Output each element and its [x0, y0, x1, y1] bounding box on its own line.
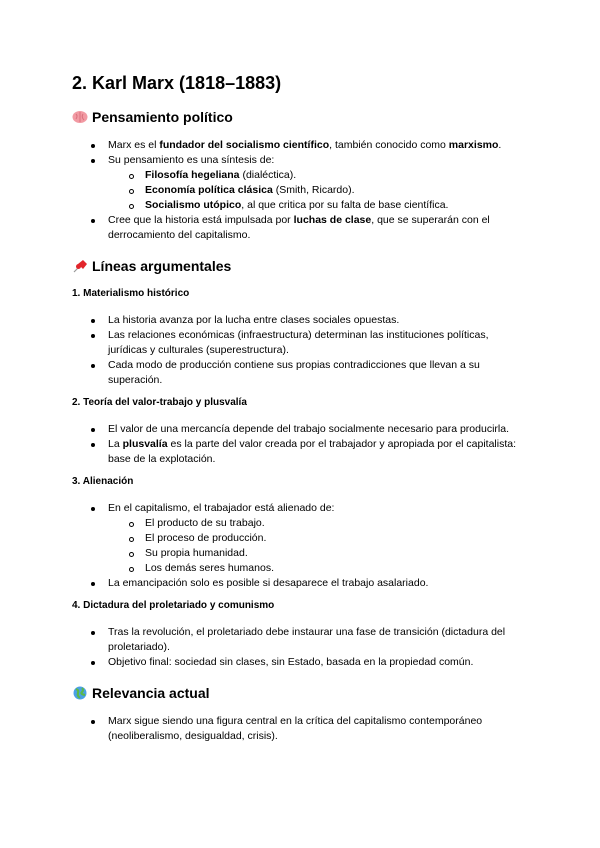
text: La historia avanza por la lucha entre clases sociales opuestas. [108, 314, 400, 326]
list-item [72, 531, 528, 546]
text: . [498, 139, 502, 151]
list-item [72, 561, 528, 576]
list-item [72, 198, 528, 213]
list-item [72, 153, 528, 168]
text: El producto de su trabajo. [145, 517, 265, 529]
text: Las relaciones económicas (infraestructura) determinan las instituciones políticas, jurídicas y culturales (superestructura). [108, 329, 489, 356]
text: El valor de una mercancía depende del trabajo socialmente necesario para producirla. [108, 423, 509, 435]
bullet-list [72, 625, 528, 670]
list-item [72, 516, 528, 531]
list-item [72, 168, 528, 183]
text: , que se superarán con el derrocamiento del capitalismo. [108, 214, 490, 241]
bold-text: plusvalía [122, 438, 168, 450]
list-item [72, 625, 528, 655]
text: (Smith, Ricardo). [272, 184, 355, 196]
bold-text: marxismo [448, 139, 499, 151]
bullet-list [72, 138, 528, 243]
text: , también conocido como [329, 139, 449, 151]
subheading: 2. Teoría del valor-trabajo y plusvalía [72, 397, 247, 408]
list-item [72, 422, 528, 437]
subheading: 3. Alienación [72, 476, 134, 487]
text: Cada modo de producción contiene sus propias contradicciones que llevan a su superación. [108, 359, 480, 386]
text: Objetivo final: sociedad sin clases, sin Estado, basada en la propiedad común. [108, 656, 474, 668]
bold-text: fundador del socialismo científico [159, 139, 330, 151]
bold-text: Economía política clásica [145, 184, 273, 196]
list-item [72, 328, 528, 358]
section-heading-text: Relevancia actual [92, 685, 210, 701]
brain-icon [72, 110, 88, 124]
list-item [72, 213, 528, 243]
pushpin-icon [72, 259, 88, 273]
text: El proceso de producción. [145, 532, 267, 544]
text: (dialéctica). [239, 169, 297, 181]
list-item [72, 546, 528, 561]
text: Los demás seres humanos. [145, 562, 274, 574]
list-item [72, 358, 528, 388]
bullet-list [72, 422, 528, 467]
subheading: 4. Dictadura del proletariado y comunismo [72, 600, 275, 611]
bullet-list [72, 501, 528, 591]
document-title: 2. Karl Marx (1818–1883) [72, 73, 282, 93]
text: Marx sigue siendo una figura central en la crítica del capitalismo contemporáneo (neoliberalismo, desigualdad, crisis). [108, 715, 483, 742]
list-item [72, 437, 528, 467]
list-item [72, 576, 528, 591]
section-heading-text: Líneas argumentales [92, 258, 232, 274]
list-item [72, 183, 528, 198]
list-item [72, 655, 528, 670]
bold-text: Socialismo utópico [145, 199, 242, 211]
text: Marx es el [108, 139, 160, 151]
bullet-list [72, 714, 528, 744]
section-heading-text: Pensamiento político [92, 109, 233, 125]
globe-icon [72, 686, 88, 700]
section-heading [72, 108, 528, 126]
list-item [72, 714, 528, 744]
text: Tras la revolución, el proletariado debe instaurar una fase de transición (dictadura del proletariado). [108, 626, 506, 653]
text: Su propia humanidad. [145, 547, 248, 559]
list-item [72, 501, 528, 516]
list-item [72, 138, 528, 153]
text: es la parte del valor creada por el trabajador y apropiada por el capitalista: base de la explotación. [108, 438, 517, 465]
section-heading [72, 257, 528, 275]
document-body [72, 108, 528, 744]
text: La [108, 438, 123, 450]
text: En el capitalismo, el trabajador está alienado de: [108, 502, 335, 514]
list-item [72, 313, 528, 328]
bullet-list [72, 313, 528, 388]
bold-text: Filosofía hegeliana [145, 169, 240, 181]
section-heading [72, 684, 528, 702]
text: Cree que la historia está impulsada por [108, 214, 294, 226]
bold-text: luchas de clase [293, 214, 372, 226]
subheading: 1. Materialismo histórico [72, 288, 190, 299]
text: , al que critica por su falta de base científica. [241, 199, 449, 211]
text: La emancipación solo es posible si desaparece el trabajo asalariado. [108, 577, 429, 589]
text: Su pensamiento es una síntesis de: [108, 154, 275, 166]
